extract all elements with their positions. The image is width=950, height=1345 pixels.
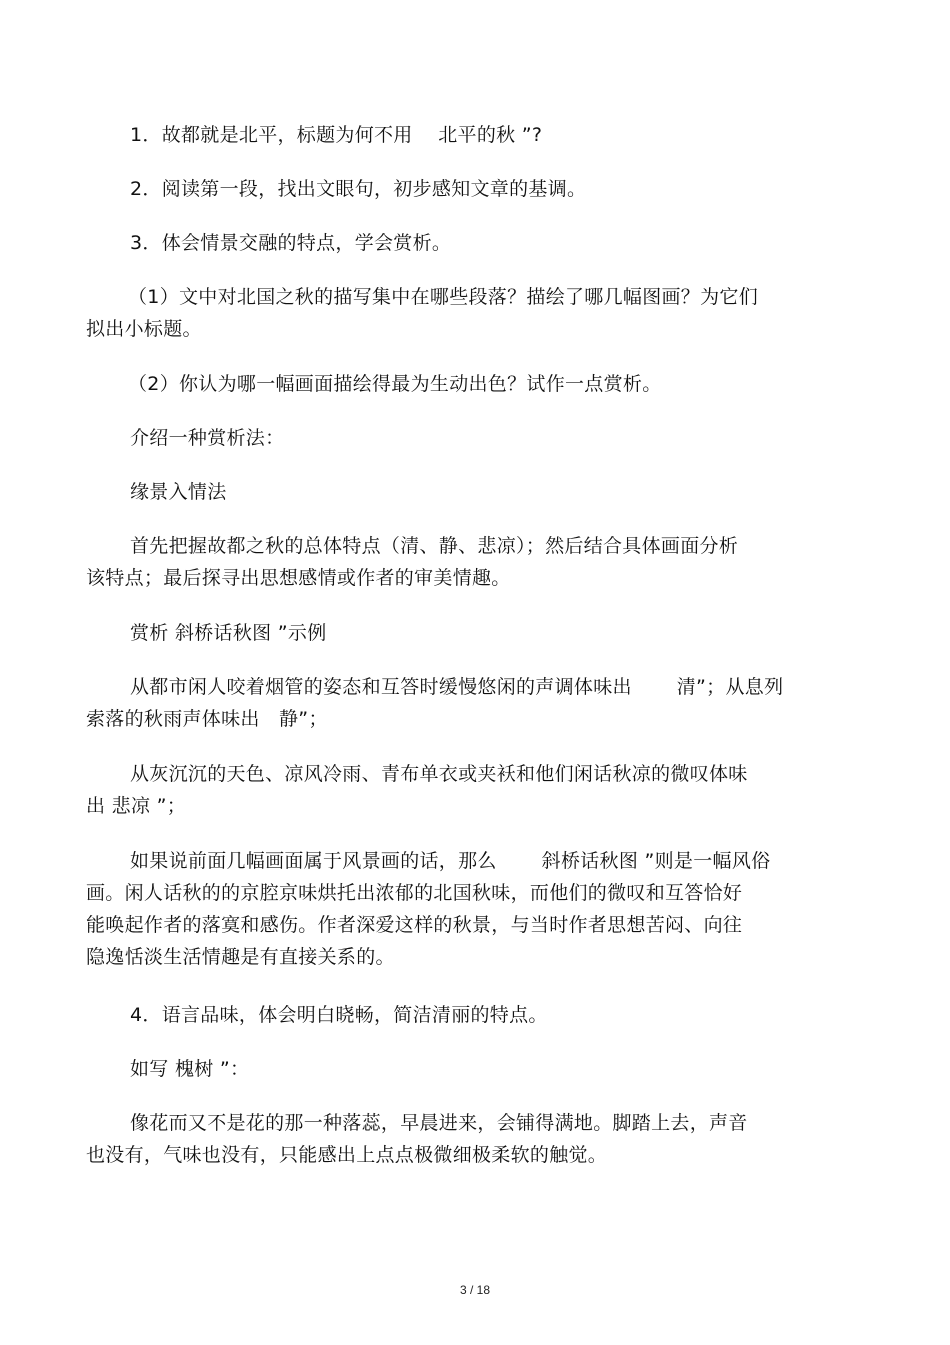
question-4: 4．语言品味，体会明白晓畅，简洁清丽的特点。	[130, 1004, 548, 1026]
example-paragraph-3-line-3: 能唤起作者的落寞和感伤。作者深爱这样的秋景，与当时作者思想苦闷、向往	[86, 914, 743, 936]
example-paragraph-3-line-1: 如果说前面几幅画面属于风景画的话，那么 斜桥话秋图 ”则是一幅风俗	[130, 850, 771, 872]
method-name: 缘景入情法	[130, 481, 227, 503]
method-paragraph-line-2: 该特点；最后探寻出思想感情或作者的审美情趣。	[86, 567, 511, 589]
example-heading: 赏析 斜桥话秋图 ”示例	[130, 622, 327, 644]
example-paragraph-1-line-2: 索落的秋雨声体味出 静”；	[86, 708, 328, 730]
page-number: 3 / 18	[459, 1283, 491, 1297]
example-paragraph-3-line-4: 隐逸恬淡生活情趣是有直接关系的。	[86, 946, 395, 968]
example-locust-tree: 如写 槐树 ”：	[130, 1058, 250, 1080]
sub-question-2: （2）你认为哪一幅画面描绘得最为生动出色？试作一点赏析。	[128, 373, 662, 395]
question-1: 1．故都就是北平，标题为何不用 北平的秋 ”?	[130, 124, 543, 146]
example-paragraph-2-line-1: 从灰沉沉的天色、凉风冷雨、青布单衣或夹袄和他们闲话秋凉的微叹体味	[130, 763, 748, 785]
method-intro: 介绍一种赏析法：	[130, 427, 285, 449]
quote-paragraph-line-1: 像花而又不是花的那一种落蕊，早晨进来，会铺得满地。脚踏上去，声音	[130, 1112, 748, 1134]
example-paragraph-2-line-2: 出 悲凉 ”；	[86, 795, 187, 817]
quote-paragraph-line-2: 也没有，气味也没有，只能感出上点点极微细极柔软的触觉。	[86, 1144, 608, 1166]
sub-question-1-line-2: 拟出小标题。	[86, 318, 202, 340]
question-2: 2．阅读第一段，找出文眼句，初步感知文章的基调。	[130, 178, 587, 200]
method-paragraph-line-1: 首先把握故都之秋的总体特点（清、静、悲凉）；然后结合具体画面分析	[130, 535, 739, 557]
sub-question-1-line-1: （1）文中对北国之秋的描写集中在哪些段落？描绘了哪几幅图画？为它们	[128, 286, 758, 308]
question-3: 3．体会情景交融的特点，学会赏析。	[130, 232, 452, 254]
example-paragraph-3-line-2: 画。闲人话秋的的京腔京味烘托出浓郁的北国秋味，而他们的微叹和互答恰好	[86, 882, 743, 904]
example-paragraph-1-line-1: 从都市闲人咬着烟管的姿态和互答时缓慢悠闲的声调体味出 清”；从息列	[130, 676, 784, 698]
